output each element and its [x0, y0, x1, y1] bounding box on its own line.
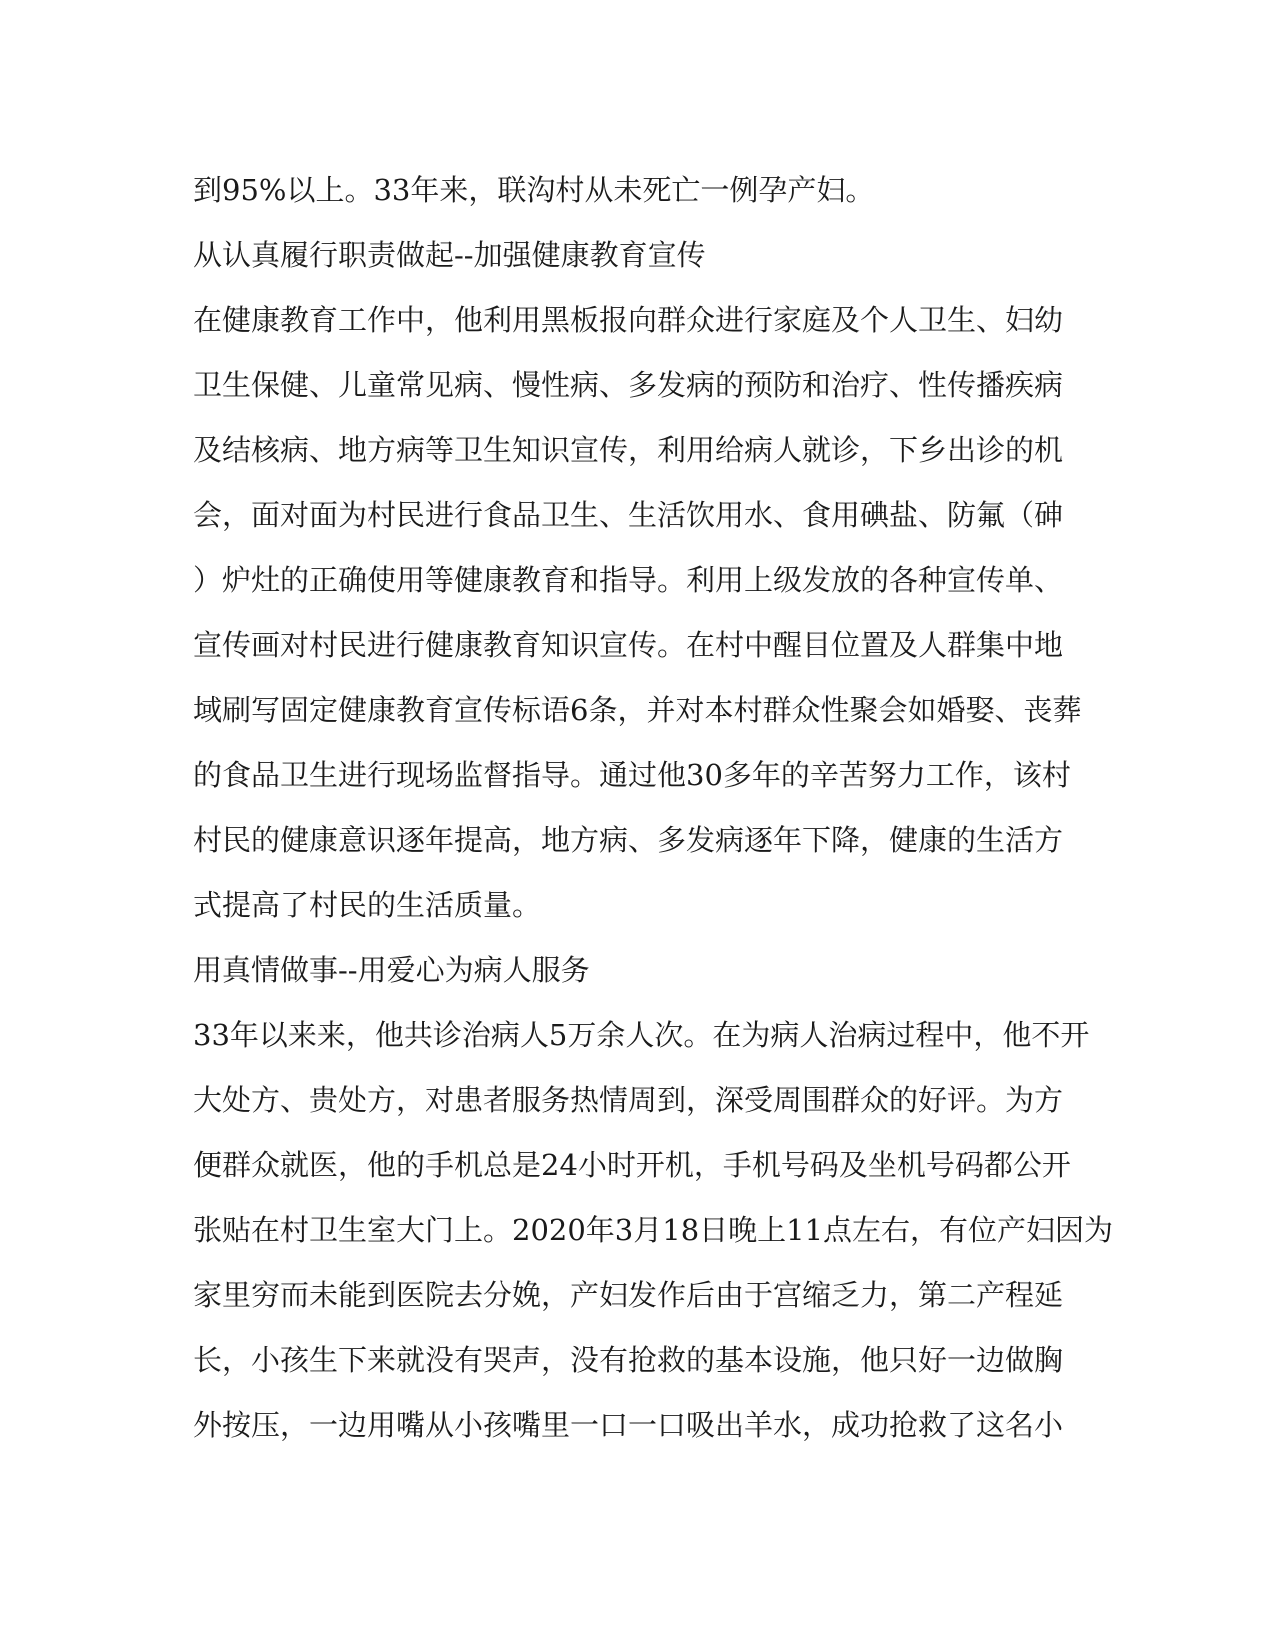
text-line: 外按压，一边用嘴从小孩嘴里一口一口吸出羊水，成功抢救了这名小: [193, 1408, 1064, 1442]
text-line: 村民的健康意识逐年提高，地方病、多发病逐年下降，健康的生活方: [193, 823, 1064, 857]
text-line: 在健康教育工作中，他利用黑板报向群众进行家庭及个人卫生、妇幼: [193, 303, 1064, 337]
text-line: 家里穷而未能到医院去分娩，产妇发作后由于宫缩乏力，第二产程延: [193, 1278, 1064, 1312]
text-line: 域刷写固定健康教育宣传标语6条，并对本村群众性聚会如婚娶、丧葬: [193, 693, 1082, 727]
text-line: 便群众就医，他的手机总是24小时开机，手机号码及坐机号码都公开: [193, 1148, 1071, 1182]
text-line: 会，面对面为村民进行食品卫生、生活饮用水、食用碘盐、防氟（砷: [193, 498, 1064, 532]
text-line: 的食品卫生进行现场监督指导。通过他30多年的辛苦努力工作，该村: [193, 758, 1071, 792]
section-heading: 从认真履行职责做起--加强健康教育宣传: [193, 238, 706, 272]
text-line: 张贴在村卫生室大门上。2020年3月18日晚上11点左右，有位产妇因为: [193, 1213, 1114, 1247]
text-line: 及结核病、地方病等卫生知识宣传，利用给病人就诊，下乡出诊的机: [193, 433, 1064, 467]
text-line: 33年以来来，他共诊治病人5万余人次。在为病人治病过程中，他不开: [193, 1018, 1090, 1052]
document-body: [193, 158, 1114, 1458]
text-line: 长，小孩生下来就没有哭声，没有抢救的基本设施，他只好一边做胸: [193, 1343, 1064, 1377]
text-line: 到95%以上。33年来，联沟村从未死亡一例孕产妇。: [193, 173, 875, 207]
text-line: 宣传画对村民进行健康教育知识宣传。在村中醒目位置及人群集中地: [193, 628, 1064, 662]
text-line: ）炉灶的正确使用等健康教育和指导。利用上级发放的各种宣传单、: [193, 563, 1064, 597]
text-line: 卫生保健、儿童常见病、慢性病、多发病的预防和治疗、性传播疾病: [193, 368, 1064, 402]
section-heading: 用真情做事--用爱心为病人服务: [193, 953, 590, 987]
text-line: 大处方、贵处方，对患者服务热情周到，深受周围群众的好评。为方: [193, 1083, 1064, 1117]
text-line: 式提高了村民的生活质量。: [193, 888, 542, 922]
